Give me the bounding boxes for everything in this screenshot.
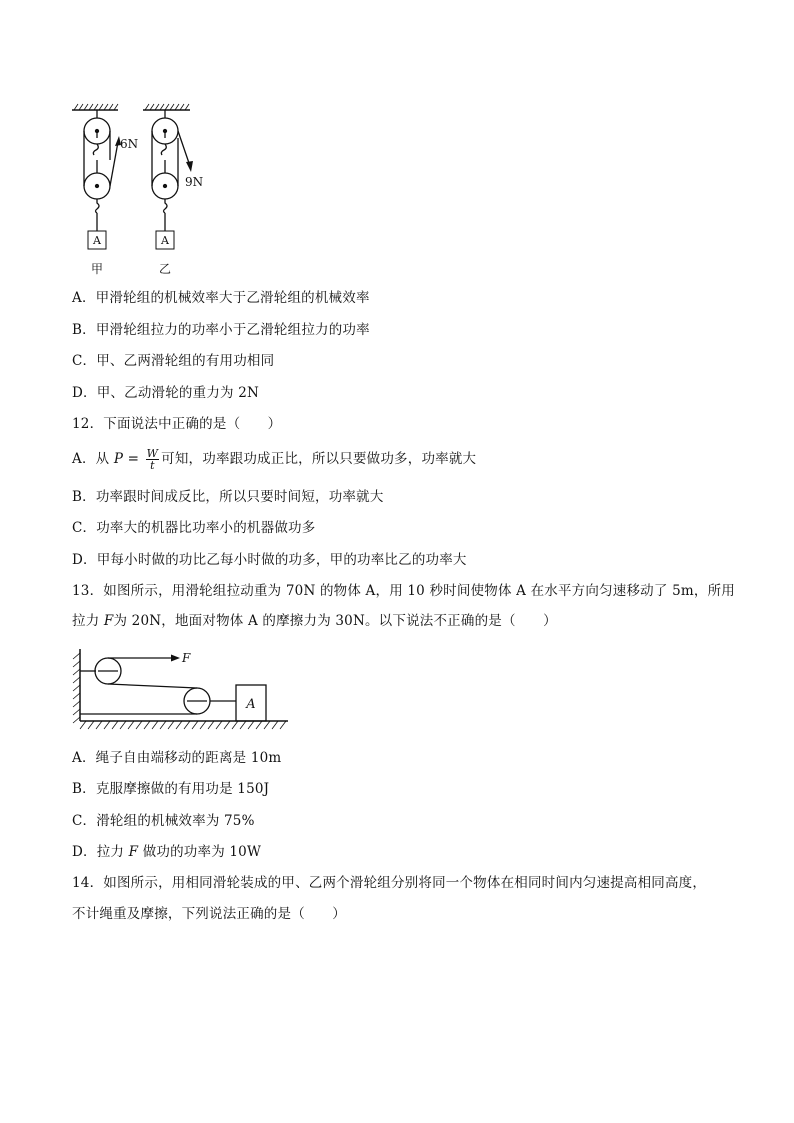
q13-option-d <box>72 842 261 862</box>
force-label-yi: 9N <box>185 175 204 189</box>
force-symbol: F <box>103 613 114 629</box>
formula-power-symbol: P <box>113 451 124 467</box>
q12-option-b: B．功率跟时间成反比，所以只要时间短，功率就大 <box>72 489 384 505</box>
q14-stem-line2: 不计绳重及摩擦，下列说法正确的是（ ） <box>72 906 346 922</box>
label-yi: 乙 <box>158 262 172 276</box>
q12-stem: 12．下面说法中正确的是（ ） <box>72 416 282 432</box>
q13-stem-text: 拉力 <box>72 613 104 629</box>
q11-option-d: D．甲、乙动滑轮的重力为 2N <box>72 385 260 401</box>
q13-option-d-text-2: 做功的功率为 10W <box>138 844 262 860</box>
q13-option-d-text: D．拉力 <box>72 844 129 860</box>
q12-option-d: D．甲每小时做的功比乙每小时做的功多，甲的功率比乙的功率大 <box>72 552 467 568</box>
q11-option-b: B．甲滑轮组拉力的功率小于乙滑轮组拉力的功率 <box>72 322 370 338</box>
q12-option-c: C．功率大的机器比功率小的机器做功多 <box>72 520 316 536</box>
label-jia: 甲 <box>90 262 104 276</box>
block-label-jia: A <box>93 234 101 247</box>
formula-numerator: W <box>146 447 159 460</box>
force-symbol-d: F <box>128 844 139 860</box>
horizontal-pulley-figure <box>68 645 293 735</box>
q12-option-a-suffix: 可知，功率跟功成正比，所以只要做功多，功率就大 <box>161 451 477 467</box>
q14-stem-line1: 14．如图所示，用相同滑轮装成的甲、乙两个滑轮组分别将同一个物体在相同时间内匀速提高相同高度， <box>72 875 707 891</box>
q11-option-c: C．甲、乙两滑轮组的有用功相同 <box>72 353 275 369</box>
q13-option-c: C．滑轮组的机械效率为 75% <box>72 813 255 829</box>
q12-option-a <box>72 446 476 472</box>
q13-stem-line2 <box>72 611 557 631</box>
q11-option-a: A．甲滑轮组的机械效率大于乙滑轮组的机械效率 <box>72 290 370 306</box>
q13-stem-line1: 13．如图所示，用滑轮组拉动重为 70N 的物体 A，用 10 秒时间使物体 A 在水平方向匀速移动了 5m，所用 <box>72 583 735 599</box>
q13-option-b: B．克服摩擦做的有用功是 150J <box>72 781 270 797</box>
q12-option-a-prefix: A．从 <box>72 451 114 467</box>
figure-block-label: A <box>246 697 256 712</box>
formula-fraction <box>146 448 160 471</box>
formula-equals: = <box>123 451 144 467</box>
formula-denominator: t <box>150 459 155 472</box>
pulley-figure-jia-yi <box>60 98 230 278</box>
q13-option-a: A．绳子自由端移动的距离是 10m <box>72 750 282 766</box>
figure-force-label: F <box>182 651 191 665</box>
block-label-yi: A <box>161 234 169 247</box>
q13-stem-text-2: 为 20N，地面对物体 A 的摩擦力为 30N。以下说法不正确的是（ ） <box>113 613 557 629</box>
force-label-jia: 6N <box>120 137 139 151</box>
